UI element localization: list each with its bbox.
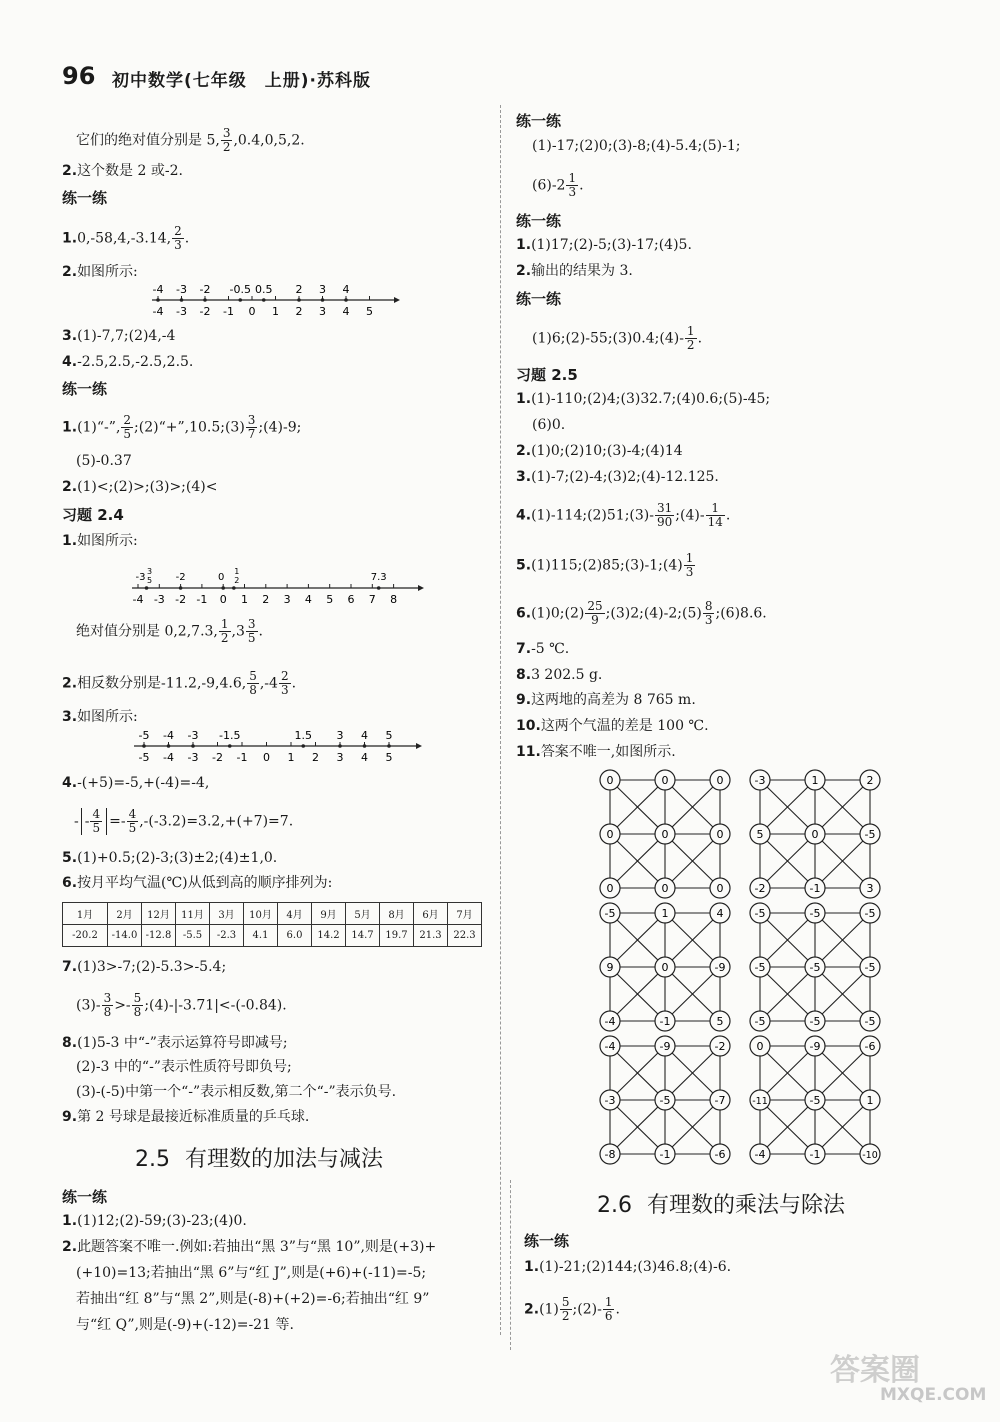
point-label: 2: [234, 576, 240, 585]
grid-node-value: 1: [811, 774, 819, 787]
tick-label: -4: [132, 593, 144, 606]
point-label: 0.5: [255, 283, 273, 296]
number-line-1: [140, 282, 400, 322]
table-header-cell: 6月: [414, 903, 448, 925]
point-marker: [191, 744, 195, 748]
point-label: -4: [152, 283, 164, 296]
grid-diagram: [750, 903, 880, 1031]
answer-line: 1.(1)-110;(2)4;(3)32.7;(4)0.6;(5)-45;: [516, 391, 771, 407]
grid-node-value: 0: [756, 1040, 764, 1053]
grid-node-value: 0: [661, 882, 669, 895]
answer-line: 绝对值分别是 0,2,7.3, $\frac{1}{2}$ ,3 $\frac{3}{5}$ .: [76, 617, 263, 645]
tick-label: 4: [361, 751, 368, 764]
section-heading: 练一练: [62, 380, 108, 398]
grid-node-value: -5: [809, 1094, 821, 1107]
answer-line: 2.(1) $\frac{5}{2}$ ;(2)- $\frac{1}{6}$ .: [524, 1295, 620, 1323]
tick-label: 0: [219, 593, 227, 606]
grid-node-value: 5: [716, 1015, 724, 1028]
answer-line: 6.按月平均气温(℃)从低到高的顺序排列为:: [62, 875, 333, 891]
grid-node-value: 4: [716, 907, 724, 920]
tick-label: 6: [347, 593, 355, 606]
answer-line: 6.(1)0;(2) $\frac{25}{9}$ ;(3)2;(4)-2;(5) $\frac{8}{3}$ ;(6)8.6.: [516, 599, 767, 627]
point-label: -3: [176, 283, 187, 296]
point-label: 5: [146, 576, 153, 585]
point-marker: [180, 298, 184, 302]
watermark-url: MXQE.COM: [880, 1385, 987, 1405]
answer-line: 1.0,-58,4,-3.14, $\frac{2}{3}$ .: [62, 224, 190, 252]
table-header-cell: 11月: [176, 903, 210, 925]
grid-node-value: -4: [604, 1015, 616, 1028]
point-marker: [232, 586, 236, 590]
table-header-cell: 3月: [210, 903, 244, 925]
answer-line: (1)6;(2)-55;(3)0.4;(4)- $\frac{1}{2}$ .: [532, 324, 703, 352]
point-marker: [297, 298, 301, 302]
page-number: 96: [62, 62, 96, 90]
answer-line: 4.(1)-114;(2)51;(3)- $\frac{31}{90}$ ;(4)- $\frac{1}{14}$ .: [516, 501, 731, 529]
point-marker: [238, 298, 242, 302]
answer-line: 10.这两个气温的差是 100 ℃.: [516, 718, 709, 734]
tick-label: 1: [272, 305, 279, 318]
point-marker: [156, 298, 160, 302]
table-header-cell: 9月: [312, 903, 346, 925]
table-cell: 14.2: [312, 925, 346, 947]
grid-node-value: -5: [754, 907, 766, 920]
tick-label: -2: [199, 305, 211, 318]
point-label: 4: [342, 283, 350, 296]
grid-node-value: -5: [864, 907, 876, 920]
tick-label: 0: [248, 305, 256, 318]
tick-label: -4: [152, 305, 164, 318]
answer-line: 1.(1)-21;(2)144;(3)46.8;(4)-6.: [524, 1259, 732, 1275]
tick-label: 5: [326, 593, 334, 606]
table-cell: 6.0: [278, 925, 312, 947]
answer-line: 8.3 202.5 g.: [516, 667, 603, 683]
tick-label: 2: [262, 593, 270, 606]
answer-line: 1.(1)“-”, $\frac{2}{5}$ ;(2)“+”,10.5;(3) $\frac{3}{7}$ ;(4)-9;: [62, 413, 302, 441]
point-marker: [228, 744, 232, 748]
section-heading: 练一练: [62, 1188, 108, 1206]
grid-node-value: -5: [809, 907, 821, 920]
point-marker: [338, 744, 342, 748]
answer-line: 它们的绝对值分别是 5, $\frac{3}{2}$ ,0.4,0,5,2.: [76, 126, 305, 154]
answer-line: 与“红 Q”,则是(-9)+(-12)=-21 等.: [76, 1317, 294, 1333]
point-marker: [179, 586, 183, 590]
grid-node-value: -5: [754, 1015, 766, 1028]
section-heading: 练一练: [516, 212, 562, 230]
answer-line: (1)-17;(2)0;(3)-8;(4)-5.4;(5)-1;: [532, 138, 741, 154]
table-cell: -2.3: [210, 925, 244, 947]
answer-line: 4.-2.5,2.5,-2.5,2.5.: [62, 354, 194, 370]
grid-node-value: -9: [659, 1040, 671, 1053]
tick-label: 2: [295, 305, 303, 318]
point-marker: [344, 298, 348, 302]
tick-label: 2: [312, 751, 319, 764]
table-header-cell: 7月: [448, 903, 482, 925]
grid-node-value: -8: [604, 1148, 616, 1161]
section-heading: 练一练: [516, 112, 562, 130]
table-header-cell: 12月: [142, 903, 176, 925]
answer-line: (3)- $\frac{3}{8}$ >- $\frac{5}{8}$ ;(4)-|-3.71|<-(-0.84).: [76, 991, 287, 1019]
tick-label: 5: [385, 751, 393, 764]
grid-node-value: 9: [606, 961, 614, 974]
tick-label: -4: [163, 751, 174, 764]
table-cell: -12.8: [142, 925, 176, 947]
number-line-3: [130, 728, 430, 768]
answer-line: (6)0.: [532, 417, 566, 433]
grid-node-value: -2: [754, 882, 766, 895]
answer-line: 9.这两地的高差为 8 765 m.: [516, 692, 696, 708]
tick-label: -1: [196, 593, 208, 606]
grid-node-value: 0: [661, 961, 669, 974]
table-cell: 22.3: [448, 925, 482, 947]
tick-label: 1: [241, 593, 248, 606]
answer-line: (+10)=13;若抽出“黑 6”与“红 J”,则是(+6)+(-11)=-5;: [76, 1265, 427, 1281]
tick-label: 3: [283, 593, 291, 606]
tick-label: -3: [187, 751, 199, 764]
answer-line: (6)-2 $\frac{1}{3}$ .: [532, 171, 584, 199]
point-label: 3: [319, 283, 326, 296]
grid-node-value: -5: [754, 961, 766, 974]
grid-node-value: -1: [809, 1148, 821, 1161]
tick-label: -3: [176, 305, 187, 318]
table-cell: -20.2: [63, 925, 108, 947]
grid-node-value: 3: [866, 882, 874, 895]
answer-line: 4.-(+5)=-5,+(-4)=-4,: [62, 775, 210, 791]
point-marker: [203, 298, 207, 302]
answer-line: 2.输出的结果为 3.: [516, 263, 633, 279]
grid-diagram: [750, 1036, 880, 1164]
grid-node-value: 0: [716, 774, 724, 787]
point-marker: [142, 744, 146, 748]
grid-diagram: [600, 1036, 730, 1164]
point-label: 4: [361, 729, 368, 742]
section-title-2-6: 2.6 有理数的乘法与除法: [597, 1193, 846, 1218]
answer-line: 9.第 2 号球是最接近标准质量的乒乓球.: [62, 1109, 310, 1125]
table-cell: 21.3: [414, 925, 448, 947]
tick-label: -1: [236, 751, 248, 764]
tick-label: 4: [342, 305, 350, 318]
answer-line: (5)-0.37: [76, 453, 132, 469]
point-marker: [321, 298, 325, 302]
magic-grids: [592, 764, 892, 1174]
point-label: -1.5: [219, 729, 241, 742]
point-label: -2: [175, 572, 186, 583]
answer-line: 5.(1)115;(2)85;(3)-1;(4) $\frac{1}{3}$: [516, 551, 694, 579]
grid-node-value: 0: [606, 882, 614, 895]
point-label: 1.5: [294, 729, 312, 742]
answer-line: 1.(1)17;(2)-5;(3)-17;(4)5.: [516, 237, 692, 253]
point-marker: [387, 744, 391, 748]
answer-line: 3.(1)-7;(2)-4;(3)2;(4)-12.125.: [516, 469, 719, 485]
tick-label: -3: [153, 593, 165, 606]
table-cell: -5.5: [176, 925, 210, 947]
answer-line: 1.(1)12;(2)-59;(3)-23;(4)0.: [62, 1213, 247, 1229]
table-header-cell: 10月: [244, 903, 278, 925]
grid-diagram: [600, 903, 730, 1031]
book-title: 初中数学(七年级 上册)·苏科版: [112, 71, 371, 91]
grid-node-value: -5: [809, 961, 821, 974]
number-line-2: [128, 562, 428, 608]
watermark-logo: 答案圈: [830, 1353, 920, 1388]
answer-line: 7.-5 ℃.: [516, 641, 570, 657]
point-label: -5: [138, 729, 150, 742]
answer-line: 3.如图所示:: [62, 709, 138, 725]
grid-node-value: -2: [714, 1040, 726, 1053]
tick-label: 0: [263, 751, 270, 764]
table-header-cell: 2月: [108, 903, 142, 925]
table-header-cell: 8月: [380, 903, 414, 925]
section-heading: 练一练: [524, 1232, 570, 1250]
column-divider: [500, 105, 501, 1335]
answer-line: 5.(1)+0.5;(2)-3;(3)±2;(4)±1,0.: [62, 850, 278, 866]
point-marker: [145, 586, 149, 590]
point-label: -2: [199, 283, 211, 296]
point-marker: [167, 744, 171, 748]
point-label: -0.5: [229, 283, 251, 296]
answer-line: (2)-3 中的“-”表示性质符号即负号;: [76, 1059, 292, 1075]
answer-line: - - $\frac{4}{5}$ =- $\frac{4}{5}$ ,-(-3.2)=3.2,+(+7)=7.: [74, 807, 294, 835]
grid-node-value: -9: [809, 1040, 821, 1053]
answer-line: 2.(1)<;(2)>;(3)>;(4)<: [62, 479, 218, 495]
section-heading: 习题 2.4: [62, 506, 124, 524]
grid-node-value: -5: [864, 1015, 876, 1028]
tick-label: -2: [212, 751, 223, 764]
grid-node-value: -3: [604, 1094, 616, 1107]
grid-node-value: -3: [754, 774, 766, 787]
answer-line: 7.(1)3>-7;(2)-5.3>-5.4;: [62, 959, 227, 975]
point-label: 2: [295, 283, 303, 296]
point-label: 1: [234, 567, 240, 576]
grid-node-value: -5: [659, 1094, 671, 1107]
point-label: 7.3: [370, 572, 387, 583]
point-label: -3: [135, 572, 146, 583]
answer-line: 2.此题答案不唯一.例如:若抽出“黑 3”与“黑 10”,则是(+3)+: [62, 1239, 437, 1255]
point-marker: [363, 744, 367, 748]
tick-label: 4: [304, 593, 312, 606]
point-label: -3: [187, 729, 199, 742]
point-marker: [377, 586, 381, 590]
section-heading: 练一练: [62, 189, 108, 207]
temperature-table: [62, 902, 482, 947]
grid-node-value: -1: [809, 882, 821, 895]
answer-line: 2.相反数分别是-11.2,-9,4.6, $\frac{5}{8}$ ,-4 $\frac{2}{3}$ .: [62, 669, 297, 697]
grid-node-value: -7: [714, 1094, 726, 1107]
grid-node-value: -5: [864, 961, 876, 974]
tick-label: 3: [319, 305, 326, 318]
grid-node-value: -1: [659, 1015, 671, 1028]
grid-node-value: -9: [714, 961, 726, 974]
section-heading: 练一练: [516, 290, 562, 308]
grid-node-value: 0: [716, 882, 724, 895]
tick-label: 5: [366, 305, 373, 318]
answer-line: 2.这个数是 2 或-2.: [62, 163, 183, 179]
grid-node-value: -4: [604, 1040, 616, 1053]
section-heading: 习题 2.5: [516, 366, 578, 384]
table-cell: 4.1: [244, 925, 278, 947]
tick-label: 7: [368, 593, 376, 606]
grid-node-value: 0: [606, 828, 614, 841]
point-marker: [221, 586, 225, 590]
answer-line: (3)-(-5)中第一个“-”表示相反数,第二个“-”表示负号.: [76, 1084, 397, 1100]
tick-label: -2: [175, 593, 187, 606]
answer-line: 8.(1)5-3 中“-”表示运算符号即减号;: [62, 1035, 288, 1051]
answer-line: 2.如图所示:: [62, 264, 138, 280]
answer-line: 3.(1)-7,7;(2)4,-4: [62, 328, 176, 344]
point-label: 5: [385, 729, 393, 742]
grid-node-value: -6: [714, 1148, 726, 1161]
point-marker: [262, 298, 266, 302]
grid-node-value: -5: [604, 907, 616, 920]
table-cell: 14.7: [346, 925, 380, 947]
point-marker: [301, 744, 305, 748]
point-label: -4: [163, 729, 174, 742]
grid-node-value: -6: [864, 1040, 876, 1053]
grid-node-value: -1: [659, 1148, 671, 1161]
point-label: 0: [218, 572, 225, 583]
grid-node-value: -10: [862, 1150, 878, 1161]
grid-node-value: -5: [809, 1015, 821, 1028]
grid-diagram: [600, 770, 730, 898]
grid-node-value: 1: [661, 907, 669, 920]
grid-node-value: 0: [661, 828, 669, 841]
table-cell: -14.0: [108, 925, 142, 947]
answer-line: 1.如图所示:: [62, 533, 138, 549]
tick-label: 1: [287, 751, 295, 764]
grid-node-value: 0: [716, 828, 724, 841]
tick-label: 3: [336, 751, 344, 764]
answer-line: 11.答案不唯一,如图所示.: [516, 744, 676, 760]
grid-node-value: -4: [754, 1148, 766, 1161]
point-label: 3: [146, 567, 153, 576]
grid-node-value: 0: [661, 774, 669, 787]
grid-node-value: 5: [756, 828, 764, 841]
grid-node-value: 1: [866, 1094, 874, 1107]
grid-node-value: -11: [752, 1096, 768, 1107]
tick-label: -1: [223, 305, 234, 318]
answer-line: 2.(1)0;(2)10;(3)-4;(4)14: [516, 443, 683, 459]
column-divider: [510, 1180, 511, 1350]
grid-diagram: [750, 770, 880, 898]
grid-node-value: 0: [606, 774, 614, 787]
table-header-cell: 5月: [346, 903, 380, 925]
answer-line: 若抽出“红 8”与“黑 2”,则是(-8)+(+2)=-6;若抽出“红 9”: [76, 1291, 430, 1307]
point-label: 3: [336, 729, 344, 742]
tick-label: 8: [390, 593, 398, 606]
grid-node-value: -5: [864, 828, 876, 841]
tick-label: -5: [138, 751, 150, 764]
table-header-cell: 1月: [63, 903, 108, 925]
table-cell: 19.7: [380, 925, 414, 947]
grid-node-value: 0: [811, 828, 819, 841]
grid-node-value: 2: [866, 774, 874, 787]
table-header-cell: 4月: [278, 903, 312, 925]
section-title-2-5: 2.5 有理数的加法与减法: [135, 1147, 384, 1172]
